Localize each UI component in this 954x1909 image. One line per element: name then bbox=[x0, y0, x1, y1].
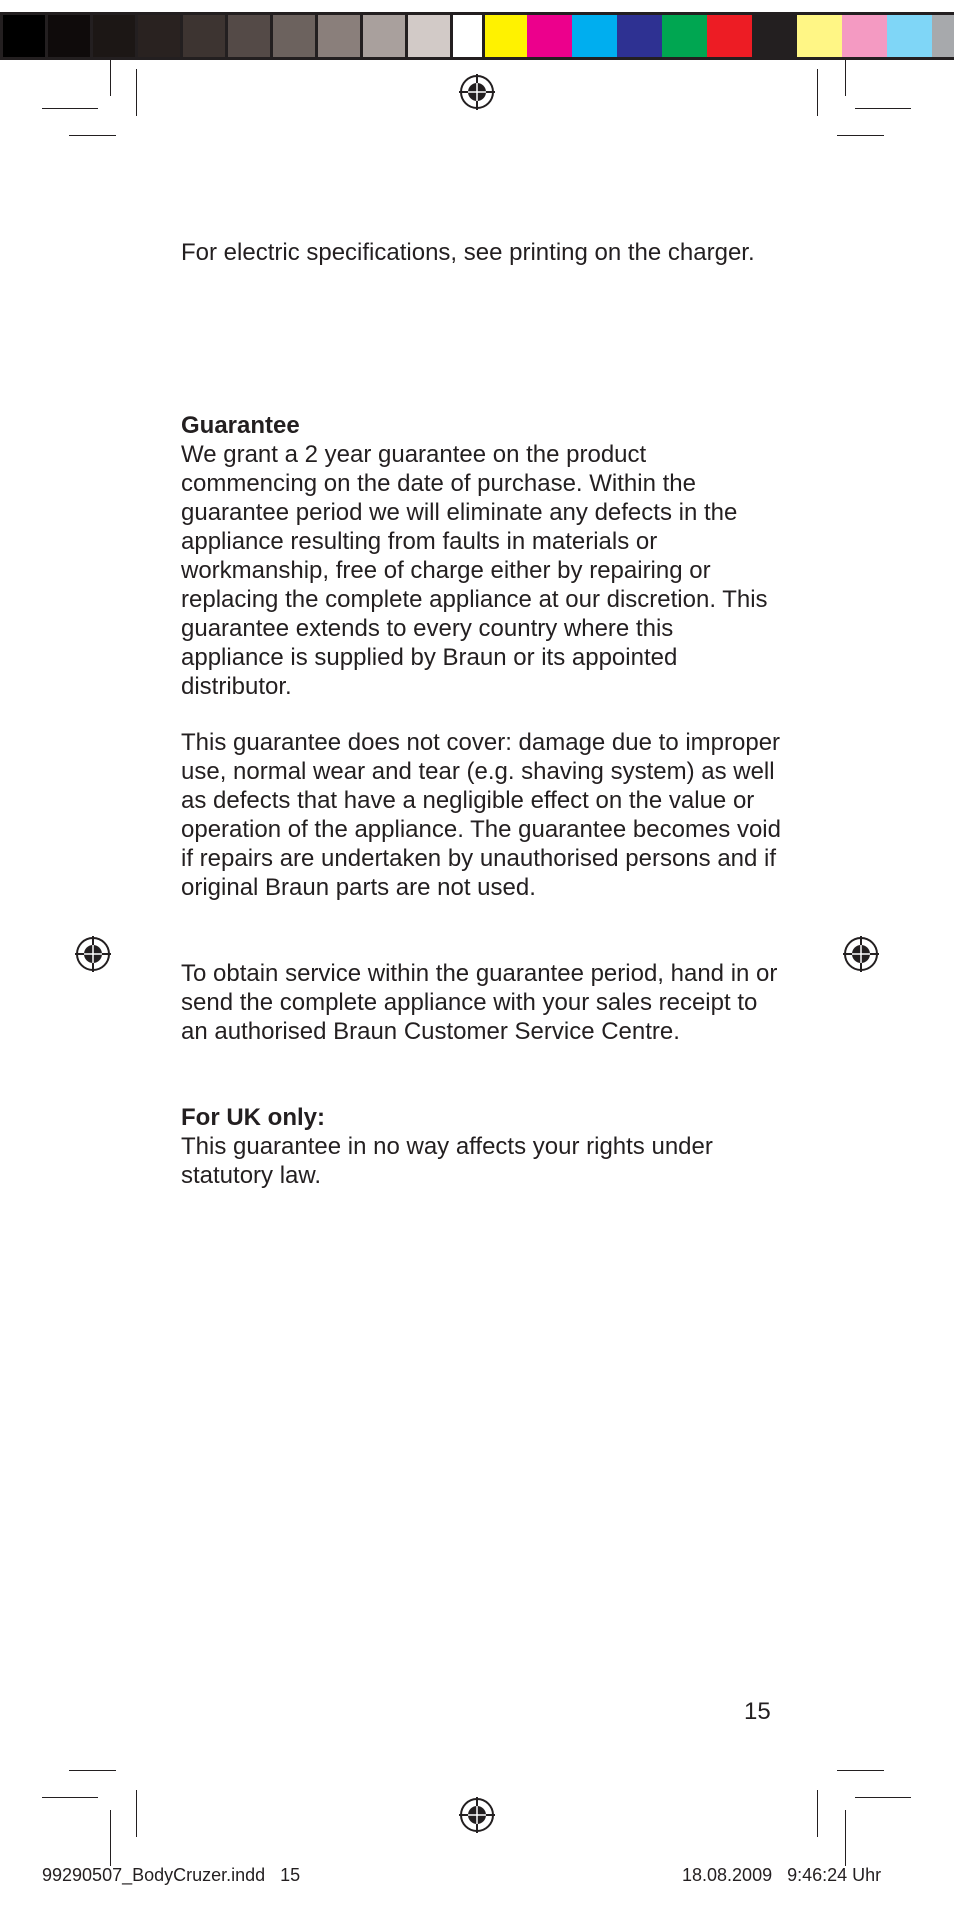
color-swatch bbox=[707, 12, 752, 60]
color-swatch bbox=[662, 12, 707, 60]
crop-mark bbox=[817, 1790, 818, 1837]
crop-mark bbox=[845, 1810, 846, 1866]
color-swatch bbox=[315, 12, 360, 60]
slug-timestamp: 18.08.2009 9:46:24 Uhr bbox=[682, 1865, 882, 1885]
uk-only-paragraph: This guarantee in no way affects your rights under statutory law. bbox=[181, 1133, 713, 1189]
color-swatch bbox=[0, 12, 45, 60]
color-swatch bbox=[405, 12, 450, 60]
uk-only-heading: For UK only: bbox=[181, 1104, 325, 1131]
crop-mark bbox=[42, 1797, 98, 1798]
registration-mark-icon bbox=[75, 936, 111, 972]
color-swatch bbox=[90, 12, 135, 60]
color-swatch bbox=[617, 12, 662, 60]
registration-mark-icon bbox=[459, 74, 495, 110]
crop-mark bbox=[69, 1770, 116, 1771]
color-swatch bbox=[360, 12, 405, 60]
guarantee-paragraph-2: This guarantee does not cover: damage due to improper use, normal wear and tear (e.g. shaving system) as well as defects that have a negligible effect on the value or operation of the appliance. The guarantee becomes void if repairs are undertaken by unauthorised persons and if original Braun parts are not used. bbox=[181, 729, 781, 901]
crop-mark bbox=[69, 135, 116, 136]
crop-mark bbox=[136, 1790, 137, 1837]
crop-mark bbox=[855, 108, 911, 109]
guarantee-paragraph-3: To obtain service within the guarantee period, hand in or send the complete appliance with your sales receipt to an authorised Braun Customer Service Centre. bbox=[181, 960, 778, 1045]
guarantee-heading: Guarantee bbox=[181, 412, 300, 439]
crop-mark bbox=[110, 60, 111, 96]
crop-mark bbox=[845, 60, 846, 96]
color-swatch bbox=[180, 12, 225, 60]
page-number: 15 bbox=[744, 1698, 771, 1725]
color-swatch bbox=[482, 12, 527, 60]
color-calibration-bar bbox=[482, 12, 954, 60]
crop-mark bbox=[110, 1810, 111, 1866]
color-swatch bbox=[797, 12, 842, 60]
crop-mark bbox=[837, 1770, 884, 1771]
color-swatch bbox=[135, 12, 180, 60]
crop-mark bbox=[817, 69, 818, 116]
color-swatch bbox=[752, 12, 797, 60]
crop-mark bbox=[837, 135, 884, 136]
electric-specifications-note: For electric specifications, see printing on the charger. bbox=[181, 239, 755, 266]
color-swatch bbox=[225, 12, 270, 60]
color-swatch bbox=[527, 12, 572, 60]
registration-mark-icon bbox=[843, 936, 879, 972]
color-swatch bbox=[45, 12, 90, 60]
color-swatch bbox=[932, 12, 954, 60]
crop-mark bbox=[136, 69, 137, 116]
color-swatch bbox=[842, 12, 887, 60]
crop-mark bbox=[855, 1797, 911, 1798]
color-swatch bbox=[572, 12, 617, 60]
grayscale-calibration-bar bbox=[0, 12, 495, 60]
guarantee-paragraph-1: We grant a 2 year guarantee on the product commencing on the date of purchase. Within the guarantee period we will eliminate any defects in the appliance resulting from faults in materials or workmanship, free of charge either by repairing or replacing the complete appliance at our discretion. This guarantee extends to every country where this appliance is supplied by Braun or its appointed distributor. bbox=[181, 441, 768, 700]
registration-mark-icon bbox=[459, 1797, 495, 1833]
color-swatch bbox=[270, 12, 315, 60]
crop-mark bbox=[42, 108, 98, 109]
color-swatch bbox=[887, 12, 932, 60]
slug-file-name: 99290507_BodyCruzer.indd 15 bbox=[42, 1865, 301, 1885]
